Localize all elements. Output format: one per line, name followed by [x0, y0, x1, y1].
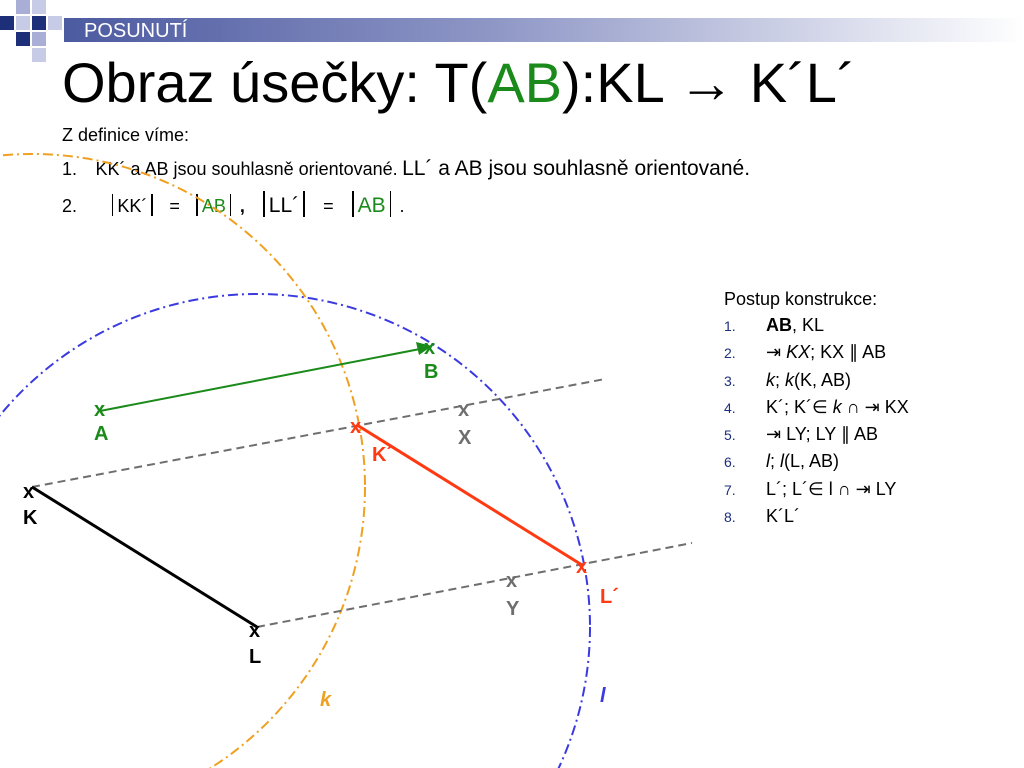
item1-part2: LL´ a AB jsou souhlasně orientované.	[402, 157, 751, 180]
segment-kl	[32, 487, 257, 627]
point-b: x B	[424, 337, 439, 383]
step-number: 7.	[724, 481, 736, 498]
item2-kk: KK´	[117, 196, 148, 216]
construction-step	[724, 312, 1014, 339]
construction-steps	[724, 286, 1014, 530]
step-text: ; KX ∥ AB	[810, 342, 887, 363]
item2-dot: .	[399, 196, 405, 216]
step-text: (K, AB)	[794, 369, 852, 390]
step-text: AB	[766, 315, 792, 335]
construction-list	[724, 312, 1014, 530]
item2-ab-1: AB	[201, 196, 226, 216]
step-number: 5.	[724, 427, 736, 444]
construction-step	[724, 367, 1014, 394]
ray-ly	[257, 543, 692, 627]
construction-step	[724, 339, 1014, 366]
item1-part1: KK´ a AB jsou souhlasně orientované.	[95, 159, 398, 179]
item2-number: 2.	[62, 196, 78, 216]
circle-k	[0, 154, 365, 768]
step-text: ⇥ LY; LY ∥ AB	[766, 424, 878, 445]
step-text: ;	[775, 369, 786, 390]
construction-step	[724, 448, 1014, 475]
step-text: , KL	[792, 315, 825, 335]
point-y: x Y	[506, 570, 520, 620]
step-text: KX	[786, 342, 811, 363]
point-x: x X	[458, 399, 472, 449]
construction-heading: Postup konstrukce:	[724, 289, 878, 309]
point-a: x A	[94, 399, 109, 445]
step-number: 3.	[724, 372, 736, 389]
construction-step	[724, 394, 1014, 421]
label-circle-l: l	[600, 685, 606, 707]
step-text: k	[766, 369, 775, 390]
item2-comma: ,	[239, 196, 245, 216]
step-text: (L, AB)	[784, 451, 840, 472]
step-text: l	[780, 451, 785, 472]
step-text: k	[832, 396, 842, 417]
step-text: k	[785, 369, 795, 390]
step-number: 8.	[724, 509, 736, 526]
circle-l	[0, 294, 590, 768]
step-number: 6.	[724, 454, 736, 471]
title-ab: AB	[487, 51, 563, 114]
item2-equals-1: =	[169, 196, 180, 216]
item1-number: 1.	[62, 159, 78, 179]
label-circle-k: k	[320, 689, 332, 711]
step-text: l	[766, 451, 770, 472]
point-k: x K	[23, 481, 38, 529]
construction-step	[724, 503, 1014, 530]
step-text: ;	[770, 451, 781, 472]
point-l-prime: x L´	[576, 556, 619, 608]
step-text: ⇥	[766, 342, 787, 363]
point-l: x L	[249, 620, 262, 668]
construction-step	[724, 421, 1014, 448]
item2-equals-2: =	[323, 196, 334, 216]
step-number: 1.	[724, 318, 736, 334]
section-label: POSUNUTÍ	[84, 20, 188, 42]
title-suffix: ):KL → K´L´	[562, 51, 856, 114]
construction-step	[724, 476, 1014, 503]
point-k-prime: x K´	[350, 416, 394, 466]
definition-text: Z definice víme:	[62, 125, 190, 145]
step-number: 4.	[724, 399, 736, 416]
vector-ab	[100, 349, 420, 411]
step-text: ∩ ⇥ KX	[841, 396, 909, 417]
step-number: 2.	[724, 345, 736, 362]
title-prefix: Obraz úsečky: T(	[62, 51, 488, 114]
step-text: K´; K´∈	[766, 396, 833, 417]
step-text: K´L´	[766, 506, 801, 527]
step-text: L´; L´∈ l ∩ ⇥ LY	[766, 478, 897, 499]
item2-ll: LL´	[268, 194, 300, 217]
item2-ab-2: AB	[357, 194, 386, 217]
ray-kx	[32, 379, 605, 487]
